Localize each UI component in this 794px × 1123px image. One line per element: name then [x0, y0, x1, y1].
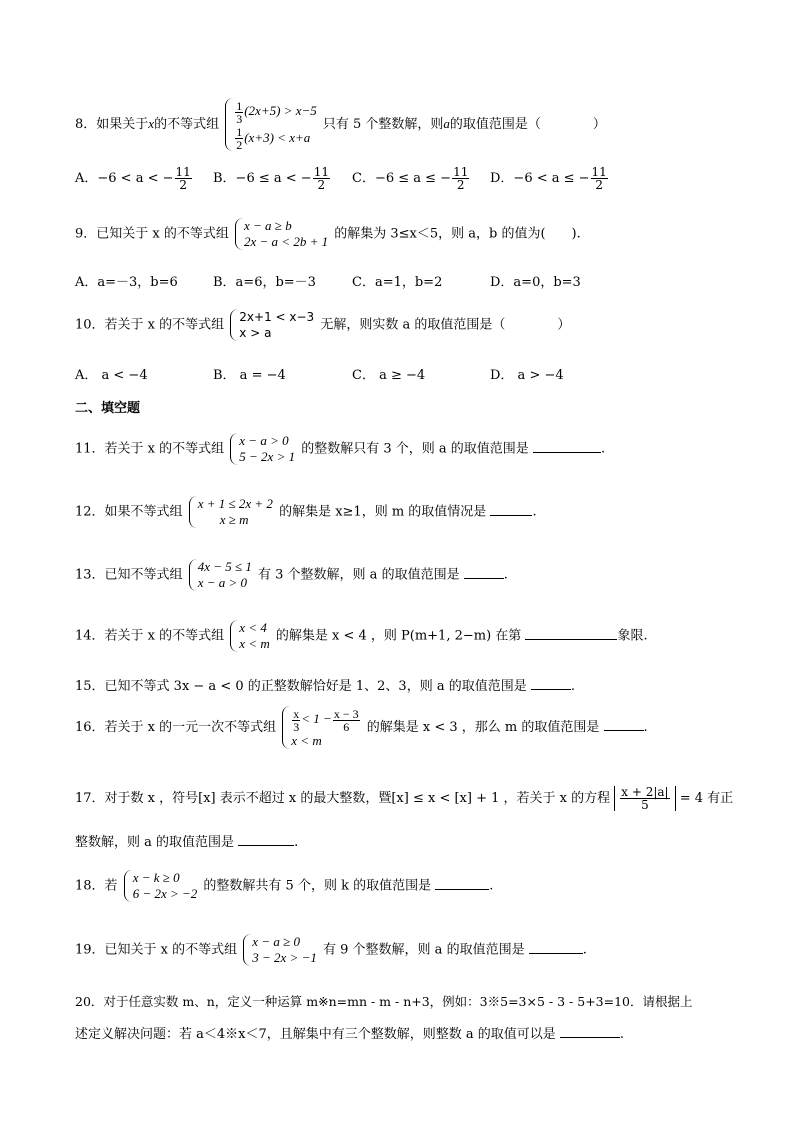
q8-option-a[interactable]: A．−6 < a < − $\frac{11}{2}$ [75, 165, 191, 192]
question-18: 18．若 x − k ≥ 0 6 − 2x > −2 的整数解共有 5 个，则 k 的取值范围是 . [75, 870, 494, 901]
q14-answer-blank[interactable] [525, 627, 617, 640]
q8-prefix: 8．如果关于 [75, 117, 149, 133]
q10-system: 2x+1 < x−3 x > a [230, 309, 314, 341]
q17-answer-blank[interactable] [238, 833, 294, 846]
section-fill-in-blank-header: 二、填空题 [75, 401, 141, 416]
question-13: 13．已知不等式组 4x − 5 ≤ 1 x − a > 0 有 3 个整数解，则 a 的取值范围是 . [75, 559, 508, 590]
q20-answer-blank[interactable] [560, 1025, 620, 1038]
question-17-line2: 整数解，则 a 的取值范围是 . [75, 835, 299, 850]
q13-system: 4x − 5 ≤ 1 x − a > 0 [189, 559, 252, 591]
q12-answer-blank[interactable] [490, 503, 532, 516]
question-14: 14．若关于 x 的不等式组 x < 4 x < m 的解集是 x < 4 ，则 P(m+1, 2−m) 在第 象限. [75, 620, 648, 651]
q8-option-c[interactable]: C．−6 ≤ a ≤ − $\frac{11}{2}$ [352, 165, 469, 192]
q9-option-c[interactable]: C．a=1，b=2 [352, 275, 443, 290]
q9-option-b[interactable]: B．a=6，b=－3 [213, 275, 316, 290]
question-12: 12．如果不等式组 x + 1 ≤ 2x + 2 x ≥ m 的解集是 x≥1，则 m 的取值情况是 . [75, 496, 537, 527]
q13-answer-blank[interactable] [464, 566, 504, 579]
question-8: 8．如果关于x的不等式组 $\frac{1}{3}$ (2x+5) > x−5 $\frac{1}{2}$ (x+3) < x+a 只有 5 个整数解，则a的取值范围是（ ） [75, 98, 606, 153]
q10-option-d[interactable]: D． a > −4 [490, 368, 564, 383]
q16-answer-blank[interactable] [604, 718, 644, 731]
q8-option-d[interactable]: D．−6 < a ≤ − $\frac{11}{2}$ [490, 165, 607, 192]
q12-system: x + 1 ≤ 2x + 2 x ≥ m [189, 496, 273, 528]
q18-answer-blank[interactable] [435, 877, 489, 890]
q19-system: x − a ≥ 0 3 − 2x > −1 [243, 934, 317, 966]
q16-system: $\frac{x}{3}$ < 1 − $\frac{x - 3}{6}$ x < m [282, 706, 360, 749]
q9-system: x − a ≥ b 2x − a < 2b + 1 [235, 218, 328, 250]
question-16: 16．若关于 x 的一元一次不等式组 $\frac{x}{3}$ < 1 − $\frac{x - 3}{6}$ x < m 的解集是 x < 3 ，那么 m 的取值范围是 . [75, 706, 648, 748]
question-19: 19．已知关于 x 的不等式组 x − a ≥ 0 3 − 2x > −1 有 9 个整数解，则 a 的取值范围是 . [75, 934, 587, 965]
question-17: 17．对于数 x ，符号[x] 表示不超过 x 的最大整数，暨[x] ≤ x < [x] + 1 ，若关于 x 的方程 $\frac{x + 2|a|}{5}$ = 4 有正 [75, 785, 734, 812]
question-11: 11．若关于 x 的不等式组 x − a > 0 5 − 2x > 1 的整数解只有 3 个，则 a 的取值范围是 . [75, 433, 606, 464]
question-10: 10．若关于 x 的不等式组 2x+1 < x−3 x > a 无解，则实数 a 的取值范围是（ ） [75, 310, 571, 340]
q18-system: x − k ≥ 0 6 − 2x > −2 [124, 870, 198, 902]
q8-option-b[interactable]: B．−6 ≤ a < − $\frac{11}{2}$ [213, 165, 329, 192]
question-9: 9．已知关于 x 的不等式组 x − a ≥ b 2x − a < 2b + 1 的解集为 3≤x＜5，则 a，b 的值为( ). [75, 218, 581, 249]
q10-option-b[interactable]: B． a = −4 [213, 368, 286, 383]
question-15: 15．已知不等式 3x − a < 0 的正整数解恰好是 1、2、3，则 a 的取值范围是 . [75, 679, 575, 694]
q19-answer-blank[interactable] [529, 941, 583, 954]
q8-system: $\frac{1}{3}$ (2x+5) > x−5 $\frac{1}{2}$ (x+3) < x+a [225, 98, 317, 151]
q11-system: x − a > 0 5 − 2x > 1 [230, 433, 295, 465]
q10-option-c[interactable]: C． a ≥ −4 [352, 368, 426, 383]
q15-answer-blank[interactable] [531, 677, 571, 690]
q11-answer-blank[interactable] [533, 440, 601, 453]
q9-option-a[interactable]: A．a=－3，b=6 [75, 275, 178, 290]
question-20-line1: 20．对于任意实数 m、n，定义一种运算 m※n=mn - m - n+3，例如：3※5=3×5 - 3 - 5+3=10．请根据上 [75, 994, 693, 1009]
q9-option-d[interactable]: D．a=0，b=3 [490, 275, 581, 290]
q17-floor-bracket: $\frac{x + 2|a|}{5}$ [614, 786, 675, 811]
question-20-line2: 述定义解决问题：若 a＜4※x＜7，且解集中有三个整数解，则整数 a 的取值可以是 . [75, 1027, 625, 1042]
q10-option-a[interactable]: A． a < −4 [75, 368, 148, 383]
q14-system: x < 4 x < m [230, 620, 269, 652]
